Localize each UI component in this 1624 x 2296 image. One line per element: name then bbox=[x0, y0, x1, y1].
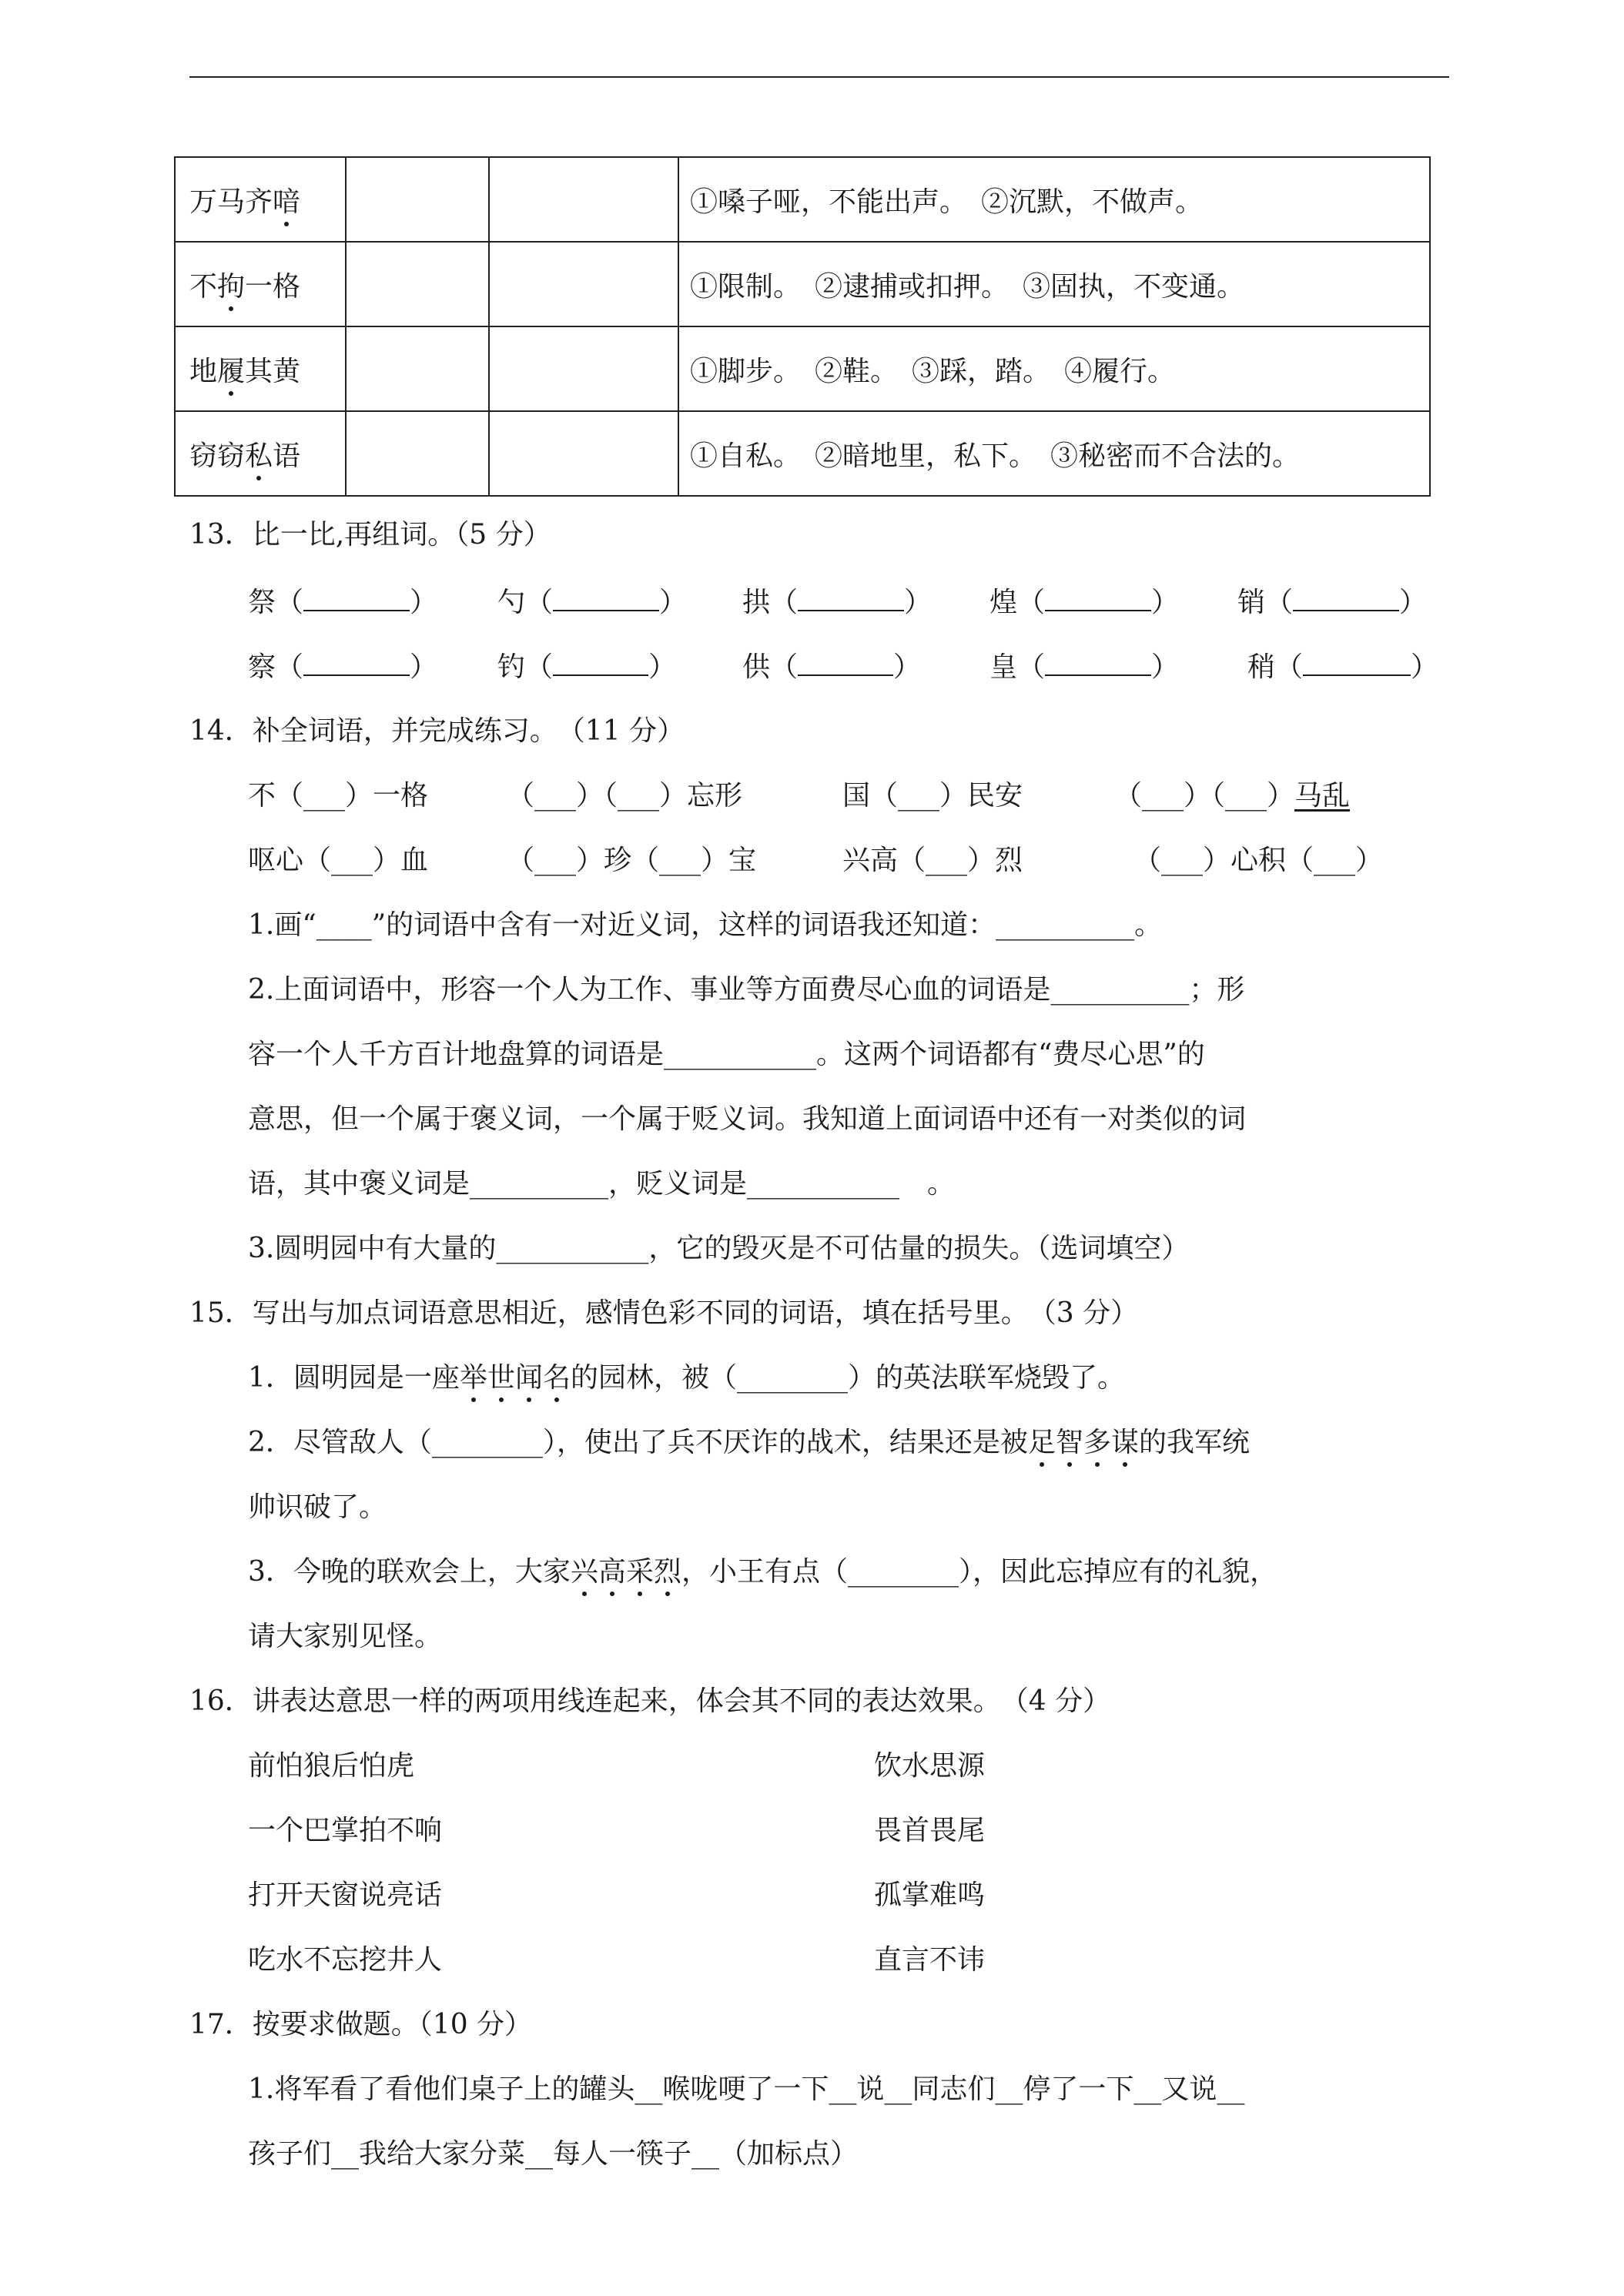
q15-item1: 1．圆明园是一座举世闻名的园林，被（________）的英法联军烧毁了。 bbox=[248, 1362, 1125, 1394]
dotted-char: 履 bbox=[217, 350, 245, 389]
q14-sub2-line2: 容一个人千方百计地盘算的词语是___________。这两个词语都有“费尽心思”的 bbox=[248, 1039, 1205, 1070]
match-right-item[interactable]: 直言不讳 bbox=[874, 1944, 986, 1976]
idiom-blank: （___）心积（___） bbox=[1133, 845, 1384, 876]
word-cell: 窃窃私语 bbox=[175, 411, 346, 496]
answer-blank-cell[interactable] bbox=[489, 157, 678, 242]
dotted-word bbox=[460, 1362, 571, 1394]
answer-blank[interactable] bbox=[303, 584, 410, 611]
dotted-char: 名 bbox=[542, 1362, 571, 1394]
q15-item3: 3．今晚的联欢会上，大家兴高采烈，小王有点（________），因此忘掉应有的礼貌， bbox=[248, 1556, 1277, 1588]
table-row bbox=[175, 411, 1430, 496]
dotted-char: 喑 bbox=[273, 180, 300, 219]
q17-line1: 1.将军看了看他们桌子上的罐头__喉咙哽了一下__说__同志们__停了一下__又说__ bbox=[248, 2073, 1245, 2105]
match-left-item[interactable]: 吃水不忘挖井人 bbox=[248, 1944, 443, 1976]
idiom-blank: （___）（___）忘形 bbox=[507, 780, 743, 812]
compare-item: 煌（ ） bbox=[989, 584, 1179, 620]
q14-sub1: 1.画“____”的词语中含有一对近义词，这样的词语我还知道：__________。 bbox=[248, 909, 1163, 941]
answer-blank[interactable] bbox=[553, 584, 659, 611]
answer-blank[interactable] bbox=[798, 648, 893, 676]
idiom-blank: （___）（___）马乱 bbox=[1114, 780, 1351, 812]
compare-item: 稍（ ） bbox=[1247, 648, 1438, 684]
dotted-char: 拘 bbox=[217, 265, 245, 304]
answer-blank[interactable] bbox=[798, 584, 904, 611]
q15-item3-cont: 请大家别见怪。 bbox=[248, 1621, 443, 1652]
q15-item2: 2．尽管敌人（________），使出了兵不厌诈的战术，结果还是被足智多谋的我军统 bbox=[248, 1427, 1250, 1458]
table-row bbox=[175, 242, 1430, 326]
compare-item: 拱（ ） bbox=[742, 584, 932, 620]
answer-blank[interactable] bbox=[1045, 648, 1151, 676]
word-cell: 地履其黄 bbox=[175, 326, 346, 411]
idiom-blank: （___）珍（___）宝 bbox=[507, 845, 757, 876]
q14-title: 14．补全词语，并完成练习。 （11 分） bbox=[189, 715, 685, 747]
answer-blank[interactable] bbox=[553, 648, 648, 676]
match-right-item[interactable]: 孤掌难鸣 bbox=[874, 1879, 986, 1911]
q14-sub2-line4: 语，其中褒义词是__________，贬义词是___________ 。 bbox=[248, 1168, 956, 1200]
match-left-item[interactable]: 打开天窗说亮话 bbox=[248, 1879, 443, 1911]
dotted-char: 世 bbox=[487, 1362, 515, 1394]
answer-blank-cell[interactable] bbox=[346, 242, 489, 326]
idiom-blank: 不（___）一格 bbox=[248, 780, 429, 812]
answer-blank[interactable] bbox=[1045, 584, 1151, 611]
answer-blank-cell[interactable] bbox=[346, 157, 489, 242]
answer-blank[interactable] bbox=[303, 648, 410, 676]
compare-item: 销（ ） bbox=[1237, 584, 1427, 620]
q15-item2-cont: 帅识破了。 bbox=[248, 1491, 387, 1523]
compare-item: 察（ ） bbox=[248, 648, 437, 684]
word-cell: 万马齐喑 bbox=[175, 157, 346, 242]
header-rule bbox=[189, 76, 1449, 78]
meaning-cell: ①嗓子哑，不能出声。 ②沉默，不做声。 bbox=[678, 157, 1430, 242]
q14-sub2-line1: 2.上面词语中，形容一个人为工作、事业等方面费尽心血的词语是__________；形 bbox=[248, 974, 1245, 1006]
dotted-word bbox=[1028, 1427, 1139, 1458]
dotted-char: 烈 bbox=[653, 1556, 681, 1588]
answer-blank[interactable] bbox=[1303, 648, 1411, 676]
match-left-item[interactable]: 一个巴掌拍不响 bbox=[248, 1815, 443, 1846]
idiom-blank: 国（___）民安 bbox=[842, 780, 1023, 812]
compare-item: 供（ ） bbox=[742, 648, 921, 684]
match-left-item[interactable]: 前怕狼后怕虎 bbox=[248, 1750, 415, 1782]
dotted-word bbox=[571, 1556, 681, 1588]
table-row bbox=[175, 157, 1430, 242]
meaning-cell: ①脚步。 ②鞋。 ③踩，踏。 ④履行。 bbox=[678, 326, 1430, 411]
answer-blank-cell[interactable] bbox=[346, 326, 489, 411]
dotted-char: 足 bbox=[1027, 1427, 1056, 1458]
meaning-cell: ①限制。 ②逮捕或扣押。 ③固执，不变通。 bbox=[678, 242, 1430, 326]
q14-sub2-line3: 意思，但一个属于褒义词，一个属于贬义词。我知道上面词语中还有一对类似的词 bbox=[248, 1103, 1247, 1135]
meaning-cell: ①自私。 ②暗地里，私下。 ③秘密而不合法的。 bbox=[678, 411, 1430, 496]
dotted-char: 智 bbox=[1055, 1427, 1083, 1458]
answer-blank[interactable] bbox=[1293, 584, 1399, 611]
compare-item: 皇（ ） bbox=[989, 648, 1179, 684]
word-meaning-table bbox=[174, 156, 1431, 497]
dotted-char: 私 bbox=[245, 434, 273, 474]
dotted-char: 高 bbox=[598, 1556, 626, 1588]
dotted-char: 多 bbox=[1083, 1427, 1111, 1458]
dotted-char: 采 bbox=[625, 1556, 654, 1588]
answer-blank-cell[interactable] bbox=[489, 326, 678, 411]
underlined-word: 马乱 bbox=[1294, 780, 1351, 812]
table-row bbox=[175, 326, 1430, 411]
match-right-item[interactable]: 饮水思源 bbox=[874, 1750, 986, 1782]
answer-blank-cell[interactable] bbox=[489, 411, 678, 496]
idiom-blank: 呕心（___）血 bbox=[248, 845, 429, 876]
q16-title: 16．讲表达意思一样的两项用线连起来，体会其不同的表达效果。 （4 分） bbox=[189, 1685, 1111, 1717]
dotted-char: 举 bbox=[459, 1362, 487, 1394]
idiom-blank: 兴高（___）烈 bbox=[842, 845, 1023, 876]
compare-item: 勺（ ） bbox=[497, 584, 687, 620]
dotted-char: 兴 bbox=[570, 1556, 598, 1588]
compare-item: 钓（ ） bbox=[497, 648, 676, 684]
q17-line2: 孩子们__我给大家分菜__每人一筷子__（加标点） bbox=[248, 2138, 859, 2170]
answer-blank-cell[interactable] bbox=[346, 411, 489, 496]
dotted-char: 闻 bbox=[514, 1362, 543, 1394]
match-right-item[interactable]: 畏首畏尾 bbox=[874, 1815, 986, 1846]
dotted-char: 谋 bbox=[1110, 1427, 1139, 1458]
word-cell: 不拘一格 bbox=[175, 242, 346, 326]
q13-title: 13．比一比,再组词。（5 分） bbox=[189, 519, 551, 551]
q15-title: 15．写出与加点词语意思相近，感情色彩不同的词语，填在括号里。 （3 分） bbox=[189, 1297, 1139, 1329]
answer-blank-cell[interactable] bbox=[489, 242, 678, 326]
compare-item: 祭（ ） bbox=[248, 584, 437, 620]
q17-title: 17．按要求做题。（10 分） bbox=[189, 2009, 533, 2040]
q14-sub3: 3.圆明园中有大量的___________，它的毁灭是不可估量的损失。（选词填空） bbox=[248, 1233, 1190, 1264]
